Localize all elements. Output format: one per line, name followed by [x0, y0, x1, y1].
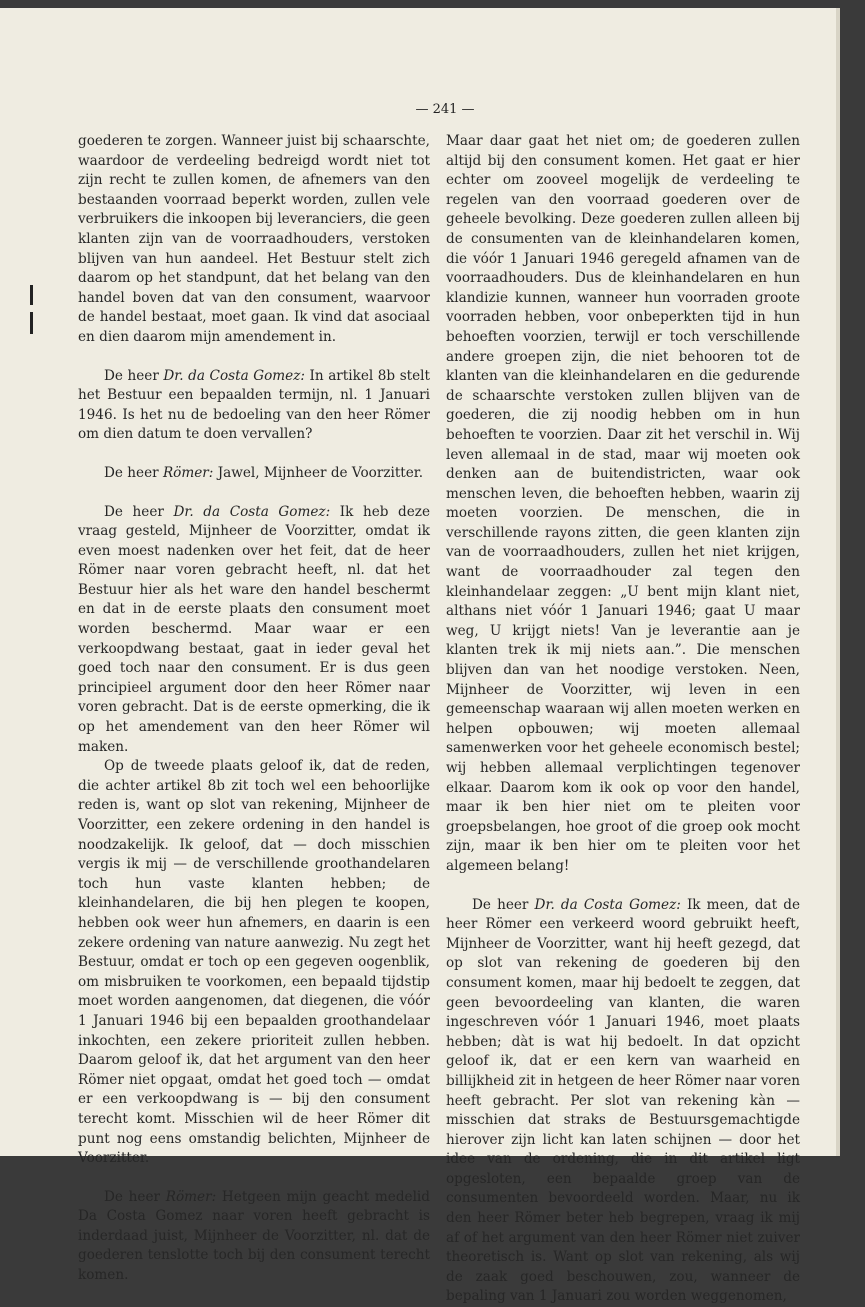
page-number: — 241 —: [415, 102, 475, 117]
paragraph: De heer Römer: Hetgeen mijn geacht medelid Da Costa Gomez naar voren heeft gebracht is inderdaad juist, Mijnheer de Voorzitter, nl. dat de goederen tenslotte toch bij den consument terecht komen.: [78, 1188, 430, 1284]
speaker-name: Dr. da Costa Gomez:: [173, 503, 331, 520]
paragraph: Maar daar gaat het niet om; de goederen zullen altijd bij den consument komen. Het gaat er hier echter om zooveel mogelijk de verdeeling te regelen van den voorraad goederen over de geheele bevolking. Deze goederen zullen alleen bij de consumenten van de kleinhandelaren komen, die vóór 1 Januari 1946 geregeld afnamen van de voorraadhouders. Dus de kleinhandelaren en hun klandizie kunnen, wanneer hun voorraden groote voorraden hebben, voor onbeperkten tijd in hun behoeften voorzien, terwijl er toch verschillende andere groepen zijn, die niet behooren tot de klanten van die kleinhandelaren en die gedurende de schaarschte verstoken zullen blijven van de goederen, die zij noodig hebben om in hun behoeften te voorzien. Daar zit het verschil in. Wij leven allemaal in de stad, maar wij moeten ook denken aan de buitendistricten, waar ook menschen leven, die behoeften hebben, waarin zij moeten voorzien. De menschen, die in verschillende rayons zitten, die geen klanten zijn van de voorraadhouders, zullen het niet krijgen, want de voorraadhouder zal tegen den kleinhandelaar zeggen: „U bent mijn klant niet, althans niet vóór 1 Januari 1946; gaat U maar weg, U krijgt niets! Van je leverantie aan je klanten trek ik mij niets aan.”. Die menschen blijven dan van het noodige verstoken. Neen, Mijnheer de Voorzitter, wij leven in een gemeenschap waaraan wij allen moeten werken en helpen opbouwen; wij moeten allemaal samenwerken voor het geheele economisch bestel; wij hebben allemaal verplichtingen tegenover elkaar. Daarom kom ik ook op voor den handel, maar ik ben hier niet om te pleiten voor groepsbelangen, hoe groot of die groep ook mocht zijn, maar ik ben hier om te pleiten voor het algemeen belang!: [446, 133, 800, 874]
speaker-name: Römer:: [165, 1188, 217, 1205]
paragraph: De heer Dr. da Costa Gomez: Ik heb deze vraag gesteld, Mijnheer de Voorzitter, omdat ik even moest nadenken over het feit, dat de heer Römer naar voren gebracht heeft, nl. dat het Bestuur hier als het ware den handel beschermt en dat in de eerste plaats den consument moet worden beschermd. Maar waar er een verkoopdwang bestaat, gaat in ieder geval het goed toch naar den consument. Er is dus geen principieel argument door den heer Römer naar voren gebracht. Dat is de eerste opmerking, die ik op het amendement van den heer Römer wil maken.: [78, 503, 431, 755]
margin-mark: [30, 285, 33, 305]
left-column: [78, 132, 430, 1286]
document-page: [0, 8, 840, 1305]
speaker-name: Dr. da Costa Gomez:: [163, 367, 305, 384]
speaker-name: Dr. da Costa Gomez:: [534, 896, 681, 913]
paragraph: De heer Römer: Jawel, Mijnheer de Voorzitter.: [104, 464, 424, 481]
paragraph: Op de tweede plaats geloof ik, dat de reden, die achter artikel 8b zit toch wel een behoorlijke reden is, want op slot van rekening, Mijnheer de Voorzitter, een zekere ordening in den handel is noodzakelijk. Ik geloof, dat — doch misschien vergis ik mij — de verschillende groothandelaren toch hun vaste klanten hebben; de kleinhandelaren, die bij hen plegen te koopen, hebben ook weer hun afnemers, en daarin is een zekere ordening van nature aanwezig. Nu zegt het Bestuur, omdat er toch op een gegeven oogenblik, om misbruiken te voorkomen, een bepaald tijdstip moet worden aangenomen, dat diegenen, die vóór 1 Januari 1946 bij een bepaalden groothandelaar inkochten, een zekere prioriteit zullen hebben. Daarom geloof ik, dat het argument van den heer Römer niet opgaat, omdat het goed toch — omdat er een verkoopdwang is — bij den consument terecht komt. Misschien wil de heer Römer dit punt nog eens omstandig belichten, Mijnheer de Voorzitter.: [78, 758, 430, 1167]
margin-mark: [30, 312, 33, 334]
paragraph: goederen te zorgen. Wanneer juist bij schaarschte, waardoor de verdeeling bedreigd wordt niet tot zijn recht te zullen komen, de afnemers van den bestaanden voorraad beperkt worden, zullen vele verbruikers die inkoopen bij leveranciers, die geen klanten zijn van de voorraadhouders, verstoken blijven van hun aandeel. Het Bestuur stelt zich daarom op het standpunt, dat het belang van den handel boven dat van den consument, waarvoor de handel bestaat, moet gaan. Ik vind dat asociaal en dien daarom mijn amendement in.: [78, 133, 430, 345]
paragraph: De heer Dr. da Costa Gomez: In artikel 8b stelt het Bestuur een bepaalden termijn, nl. 1 Januari 1946. Is het nu de bedoeling van den heer Römer om dien datum te doen vervallen?: [78, 367, 430, 443]
right-column: [446, 132, 800, 1307]
page-edge: [836, 8, 840, 1156]
paragraph: De heer Dr. da Costa Gomez: Ik meen, dat de heer Römer een verkeerd woord gebruikt heeft, Mijnheer de Voorzitter, want hij heeft gezegd, dat op slot van rekening de goederen bij den consument komen, maar hij bedoelt te zeggen, dat geen bevoordeeling van klanten, die waren ingeschreven vóór 1 Januari 1946, moet plaats hebben; dàt is wat hij bedoelt. In dat opzicht geloof ik, dat er een kern van waarheid en billijkheid zit in hetgeen de heer Römer naar voren heeft gebracht. Per slot van rekening kàn — misschien dat straks de Bestuursgemachtigde hierover zijn licht kan laten schijnen — door het idee van de ordening, die in dit artikel ligt opgesloten, een bepaalde groep van de consumenten bevoordeeld worden. Maar, nu ik den heer Römer beter heb begrepen, vraag ik mij af of het argument van den heer Römer niet zuiver theoretisch is. Want op slot van rekening, als wij de zaak goed beschouwen, zou, wanneer de bepaling van 1 Januari zou worden weggenomen,: [446, 896, 800, 1305]
speaker-name: Römer:: [162, 464, 214, 481]
